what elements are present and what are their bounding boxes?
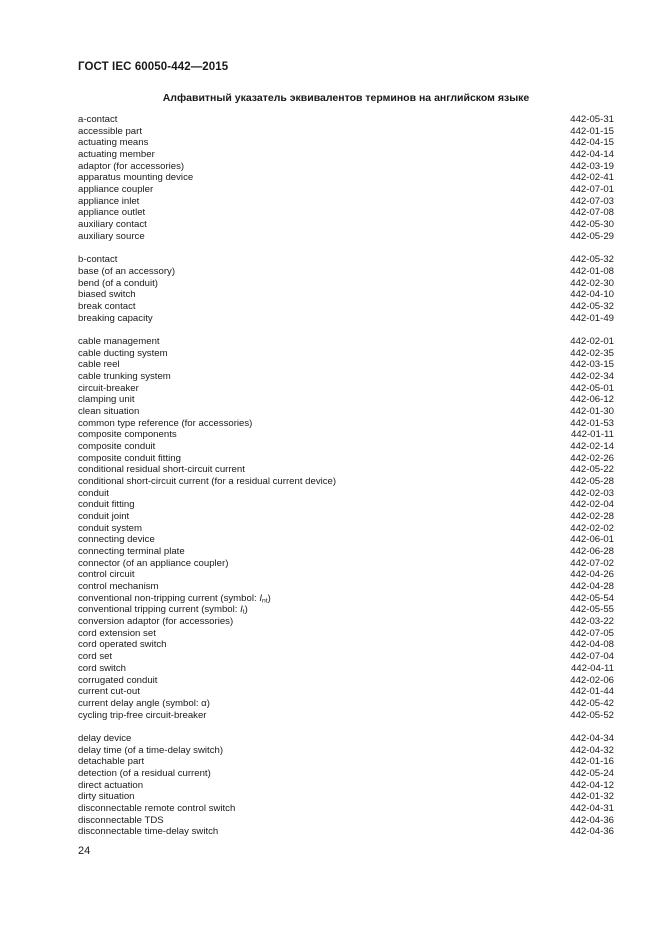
entry-code: 442-02-03 (570, 487, 614, 499)
entry-term: base (of an accessory) (78, 265, 176, 277)
entry-code: 442-01-15 (570, 125, 614, 137)
entry-code: 442-04-08 (570, 639, 614, 651)
index-entry (78, 441, 614, 453)
entry-term: circuit-breaker (78, 382, 139, 394)
index-group-c (78, 336, 614, 721)
index-entry (78, 733, 614, 745)
entry-code: 442-05-01 (570, 382, 614, 394)
entry-term: conditional short-circuit current (for a residual current device) (78, 476, 337, 488)
index-entry (78, 289, 614, 301)
index-entry (78, 803, 614, 815)
entry-term: bend (of a conduit) (78, 277, 159, 289)
index-entry (78, 126, 614, 138)
index-entry (78, 780, 614, 792)
entry-term: auxiliary contact (78, 219, 147, 231)
entry-term: control circuit (78, 569, 135, 581)
entry-code: 442-04-36 (570, 826, 614, 838)
entry-code: 442-04-32 (570, 744, 614, 756)
entry-code: 442-02-14 (570, 441, 614, 453)
entry-code: 442-04-26 (570, 569, 614, 581)
entry-term: conversion adaptor (for accessories) (78, 616, 234, 628)
index-entry (78, 301, 614, 313)
entry-code: 442-01-49 (570, 312, 614, 324)
entry-term: cord operated switch (78, 639, 167, 651)
index-entry (78, 581, 614, 593)
entry-code: 442-01-44 (570, 686, 614, 698)
entry-code: 442-01-11 (570, 429, 614, 441)
index-entry (78, 698, 614, 710)
index-entry (78, 745, 614, 757)
index-entry (78, 172, 614, 184)
entry-term: detection (of a residual current) (78, 768, 211, 779)
entry-code: 442-04-11 (570, 662, 614, 674)
entry-code: 442-03-19 (570, 160, 614, 172)
index-entry (78, 616, 614, 628)
index-entry (78, 149, 614, 161)
index-entry (78, 628, 614, 640)
entry-term: a-contact (78, 114, 118, 125)
entry-code: 442-02-01 (570, 336, 614, 348)
entry-term: appliance outlet (78, 207, 146, 219)
entry-code: 442-05-52 (570, 709, 614, 721)
entry-code: 442-01-32 (570, 791, 614, 803)
index-entry (78, 511, 614, 523)
entry-term: biased switch (78, 289, 136, 301)
entry-term: auxiliary source (78, 230, 145, 242)
index-entry (78, 604, 614, 616)
entry-code: 442-04-28 (570, 581, 614, 593)
document-header: ГОСТ IEC 60050-442—2015 (78, 61, 229, 73)
index-entry (78, 137, 614, 149)
entry-term: conventional tripping current (symbol: $I_t$) (78, 604, 248, 616)
entry-term: composite components (78, 429, 177, 441)
index-entry (78, 523, 614, 535)
entry-term: conduit joint (78, 511, 130, 523)
entry-term: cable management (78, 336, 160, 348)
entry-code: 442-05-54 (570, 592, 614, 604)
index-entry (78, 558, 614, 570)
entry-code: 442-07-03 (570, 195, 614, 207)
entry-code: 442-02-06 (570, 674, 614, 686)
entry-term: b-contact (78, 254, 118, 266)
entry-code: 442-05-30 (570, 219, 614, 231)
index-entry (78, 418, 614, 430)
entry-code: 442-02-28 (570, 511, 614, 523)
entry-term: clean situation (78, 406, 140, 418)
index-entry (78, 266, 614, 278)
entry-code: 442-04-12 (570, 779, 614, 791)
entry-code: 442-05-32 (570, 300, 614, 312)
entry-code: 442-05-32 (570, 254, 614, 266)
entry-code: 442-03-22 (570, 616, 614, 628)
entry-code: 442-04-34 (570, 732, 614, 744)
entry-code: 442-04-10 (570, 289, 614, 301)
entry-code: 442-05-24 (570, 768, 614, 779)
entry-code: 442-05-42 (570, 697, 614, 709)
index-entry (78, 184, 614, 196)
entry-term: disconnectable time-delay switch (78, 826, 219, 838)
entry-term: conventional non-tripping current (symbol: $I_{nt}$) (78, 592, 271, 605)
entry-term: corrugated conduit (78, 674, 158, 686)
index-entry (78, 826, 614, 838)
entry-code: 442-07-01 (570, 184, 614, 196)
index-entry (78, 791, 614, 803)
index-entry (78, 476, 614, 488)
entry-term: appliance inlet (78, 195, 140, 207)
entry-term: breaking capacity (78, 312, 153, 324)
entry-term: actuating member (78, 149, 155, 161)
entry-code: 442-05-22 (570, 464, 614, 476)
entry-code: 442-04-36 (570, 814, 614, 826)
index-entry (78, 254, 614, 266)
entry-term: appliance coupler (78, 184, 154, 196)
entry-term: cable reel (78, 359, 120, 371)
entry-code: 442-05-29 (570, 230, 614, 242)
index-entry (78, 686, 614, 698)
index-entry (78, 453, 614, 465)
entry-term: clamping unit (78, 394, 135, 406)
index-entry (78, 348, 614, 360)
index-entry (78, 336, 614, 348)
entry-term: cable ducting system (78, 347, 168, 359)
entry-term: accessible part (78, 125, 142, 137)
entry-code: 442-06-12 (570, 394, 614, 406)
index-entry (78, 313, 614, 325)
entry-code: 442-06-01 (570, 534, 614, 546)
entry-term: composite conduit (78, 441, 156, 453)
entry-term: conduit system (78, 522, 142, 534)
entry-term: cycling trip-free circuit-breaker (78, 709, 207, 721)
entry-term: common type reference (for accessories) (78, 417, 253, 429)
index-entry (78, 161, 614, 173)
entry-code: 442-05-55 (570, 604, 614, 616)
entry-code: 442-07-04 (570, 651, 614, 663)
entry-term: current delay angle (symbol: α) (78, 697, 210, 709)
entry-code: 442-01-08 (570, 265, 614, 277)
entry-term: conditional residual short-circuit current (78, 464, 245, 476)
index-entry (78, 651, 614, 663)
entry-term: cord set (78, 651, 113, 663)
entry-term: control mechanism (78, 581, 159, 593)
entry-term: detachable part (78, 756, 145, 768)
entry-term: composite conduit fitting (78, 452, 181, 464)
entry-term: connecting device (78, 534, 155, 546)
index-entry (78, 207, 614, 219)
index-entry (78, 639, 614, 651)
index-entry (78, 546, 614, 558)
page-number: 24 (78, 845, 91, 857)
entry-code: 442-02-35 (570, 347, 614, 359)
entry-term: conduit fitting (78, 499, 135, 511)
entry-term: cord extension set (78, 627, 156, 639)
entry-term: disconnectable remote control switch (78, 803, 236, 815)
index-group-d (78, 733, 614, 838)
entry-code: 442-07-02 (570, 557, 614, 569)
index-entry (78, 710, 614, 722)
entry-term: connector (of an appliance coupler) (78, 557, 229, 569)
index-entry (78, 196, 614, 208)
entry-term: cord switch (78, 662, 126, 674)
entry-term: conduit (78, 487, 109, 499)
entry-term: direct actuation (78, 779, 144, 791)
index-entry (78, 499, 614, 511)
index-entry (78, 593, 614, 605)
index-group-b (78, 254, 614, 324)
entry-code: 442-04-15 (570, 137, 614, 149)
entry-code: 442-04-31 (570, 803, 614, 815)
entry-code: 442-02-02 (570, 522, 614, 534)
index-entry (78, 815, 614, 827)
entry-term: delay device (78, 732, 132, 744)
entry-term: disconnectable TDS (78, 814, 164, 826)
entry-code: 442-05-28 (570, 476, 614, 488)
entry-term: connecting terminal plate (78, 546, 185, 558)
index-entry (78, 231, 614, 243)
term-index (78, 114, 614, 838)
index-entry (78, 114, 614, 126)
index-entry (78, 756, 614, 768)
entry-code: 442-07-08 (570, 207, 614, 219)
entry-term: current cut-out (78, 686, 140, 698)
entry-code: 442-03-15 (570, 359, 614, 371)
entry-code: 442-01-30 (570, 406, 614, 418)
entry-code: 442-07-05 (570, 627, 614, 639)
index-entry (78, 534, 614, 546)
index-group-a (78, 114, 614, 242)
index-entry (78, 383, 614, 395)
index-entry (78, 429, 614, 441)
entry-code: 442-01-53 (570, 417, 614, 429)
entry-code: 442-05-31 (570, 114, 614, 125)
index-entry (78, 359, 614, 371)
index-entry (78, 219, 614, 231)
entry-term: cable trunking system (78, 371, 171, 383)
index-entry (78, 464, 614, 476)
index-entry (78, 406, 614, 418)
index-entry (78, 278, 614, 290)
entry-code: 442-06-28 (570, 546, 614, 558)
index-entry (78, 371, 614, 383)
entry-term: dirty situation (78, 791, 135, 803)
entry-term: apparatus mounting device (78, 172, 194, 184)
index-entry (78, 768, 614, 780)
entry-term: adaptor (for accessories) (78, 160, 185, 172)
index-entry (78, 394, 614, 406)
index-entry (78, 488, 614, 500)
index-entry (78, 663, 614, 675)
entry-code: 442-04-14 (570, 149, 614, 161)
entry-term: actuating means (78, 137, 149, 149)
index-entry (78, 569, 614, 581)
entry-term: break contact (78, 300, 136, 312)
entry-code: 442-02-30 (570, 277, 614, 289)
entry-term: delay time (of a time-delay switch) (78, 744, 224, 756)
entry-code: 442-02-04 (570, 499, 614, 511)
section-title: Алфавитный указатель эквивалентов терминов на английском языке (162, 92, 530, 104)
entry-code: 442-02-41 (570, 172, 614, 184)
entry-code: 442-02-26 (570, 452, 614, 464)
entry-code: 442-02-34 (570, 371, 614, 383)
index-entry (78, 675, 614, 687)
entry-code: 442-01-16 (570, 756, 614, 768)
